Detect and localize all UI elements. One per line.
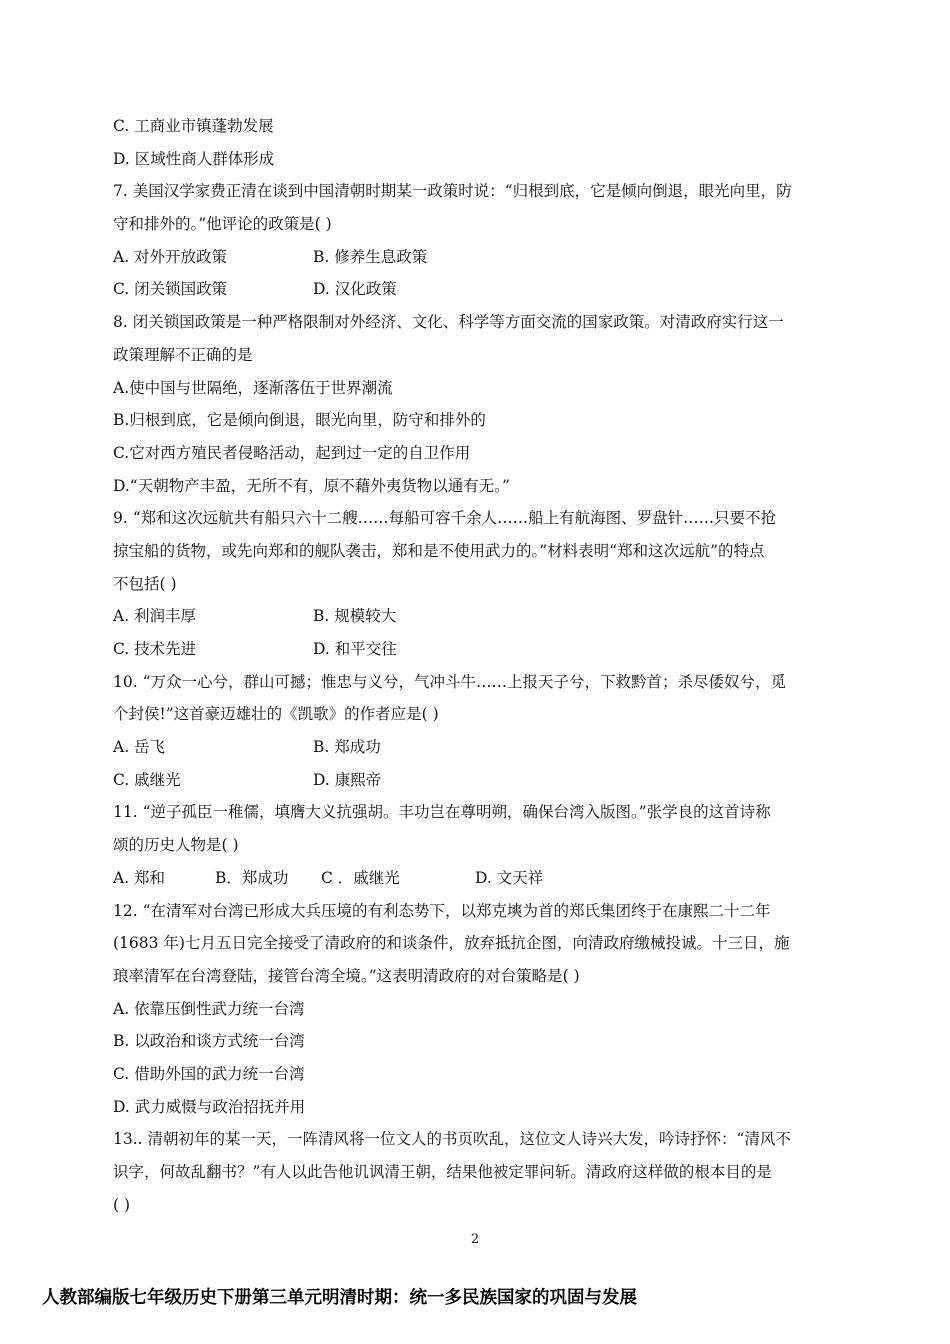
question-11-options (113, 862, 838, 895)
question-13-stem: 识字，何故乱翻书？”有人以此告他讥讽清王朝，结果他被定罪问斩。清政府这样做的根本目的是 (113, 1163, 772, 1181)
option-c: C.它对西方殖民者侵略活动，起到过一定的自卫作用 (113, 443, 471, 462)
option-c: C ．戚继光 (321, 868, 400, 887)
question-12-stem: 琅率清军在台湾登陆，接管台湾全境。”这表明清政府的对台策略是( ) (113, 966, 580, 985)
text-line: C. 工商业市镇蓬勃发展 (113, 117, 274, 135)
option-a: A. 利润丰厚 (113, 607, 197, 626)
question-9-options (113, 633, 838, 666)
question-10-stem: 10. “万众一心兮，群山可撼；惟忠与义兮，气冲斗牛……上报天子兮，下救黔首；杀尽倭奴兮，觅 (113, 672, 787, 691)
option-c: C. 借助外国的武力统一台湾 (113, 1064, 305, 1083)
question-13-stem: 13.. 清朝初年的某一天，一阵清风将一位文人的书页吹乱，这位文人诗兴大发，吟诗抒怀：“清风不 (113, 1130, 791, 1149)
option-c: C. 技术先进 (113, 640, 197, 658)
question-11-stem: 11. “逆子孤臣一稚儒，填膺大义抗强胡。丰功岂在尊明朔，确保台湾入版图。”张学良的这首诗称 (113, 803, 771, 822)
text-line: D. 区域性商人群体形成 (113, 149, 275, 168)
question-13-stem: ( ) (113, 1195, 131, 1214)
question-12-stem: (1683 年)七月五日完全接受了清政府的和谈条件，放弃抵抗企图，向清政府缴械投诚。十三日，施 (113, 934, 790, 953)
option-b: B. 修养生息政策 (313, 247, 428, 266)
option-a: A. 岳飞 (113, 738, 166, 757)
option-b: B. 以政治和谈方式统一台湾 (113, 1032, 305, 1051)
option-b: B. 郑成功 (313, 738, 381, 757)
question-7-options (113, 241, 838, 274)
question-9-stem: 9. “郑和这次远航共有船只六十二艘……每船可容千余人……船上有航海图、罗盘针……只要不抢 (113, 509, 777, 528)
option-a: A. 郑和 (113, 868, 166, 887)
option-d: D. 汉化政策 (313, 280, 397, 299)
question-9-stem: 不包括( ) (113, 574, 177, 593)
option-c: C. 戚继光 (113, 770, 181, 789)
question-7-stem: 7. 美国汉学家费正清在谈到中国清朝时期某一政策时说：“归根到底，它是倾向倒退，眼光向里，防 (113, 182, 792, 201)
option-d: D.“天朝物产丰盈，无所不有，原不藉外夷货物以通有无。” (113, 476, 510, 495)
question-10-stem: 个封侯!”这首豪迈雄壮的《凯歌》的作者应是( ) (113, 705, 439, 724)
option-d: D. 武力威慑与政治招抚并用 (113, 1097, 306, 1116)
question-12-stem: 12. “在清军对台湾已形成大兵压境的有利态势下，以郑克塽为首的郑氏集团终于在康熙二十二年 (113, 901, 771, 920)
option-a: A. 依靠压倒性武力统一台湾 (113, 999, 305, 1018)
question-7-stem: 守和排外的。”他评论的政策是( ) (113, 215, 332, 234)
question-8-stem: 8. 闭关锁国政策是一种严格限制对外经济、文化、科学等方面交流的国家政策。对清政府实行这一 (113, 313, 784, 332)
option-a: A.使中国与世隔绝，逐渐落伍于世界潮流 (113, 378, 393, 397)
page-number: 2 (470, 1232, 480, 1247)
question-9-options (113, 600, 838, 633)
option-d: D. 和平交往 (313, 640, 397, 658)
footer-title: 人教部编版七年级历史下册第三单元明清时期：统一多民族国家的巩固与发展 (42, 1288, 637, 1308)
option-c: C. 闭关锁国政策 (113, 280, 228, 299)
option-b: B．郑成功 (215, 868, 289, 887)
option-a: A. 对外开放政策 (113, 247, 228, 266)
question-10-options (113, 764, 838, 797)
question-11-stem: 颂的历史人物是( ) (113, 836, 239, 855)
page-content (113, 110, 838, 1221)
question-8-stem: 政策理解不正确的是 (113, 345, 253, 364)
option-d: D. 康熙帝 (313, 770, 382, 789)
question-10-options (113, 731, 838, 764)
option-d: D. 文天祥 (475, 868, 544, 887)
option-b: B. 规模较大 (313, 607, 397, 626)
option-b: B.归根到底，它是倾向倒退，眼光向里，防守和排外的 (113, 411, 486, 430)
question-7-options (113, 273, 838, 306)
question-9-stem: 掠宝船的货物，或先向郑和的舰队袭击，郑和是不使用武力的。”材料表明“郑和这次远航”的特点 (113, 541, 765, 560)
